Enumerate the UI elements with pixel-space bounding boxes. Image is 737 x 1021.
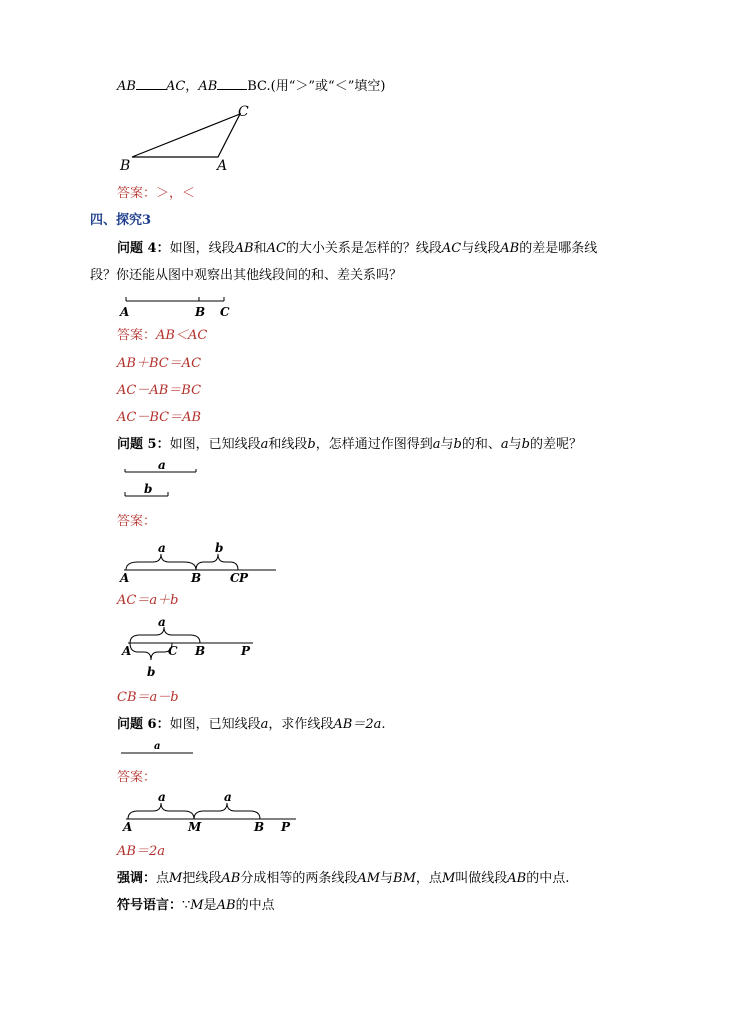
label-C: C [230, 571, 240, 585]
section-title: 四、探究3 [90, 213, 152, 228]
label-B: B [195, 644, 206, 658]
q3-fill-line: AB AC，AB BC.(用“＞”或“＜”填空) [117, 79, 386, 94]
brace-a [126, 554, 196, 570]
label-C: C [168, 644, 178, 658]
label-B: B [191, 571, 202, 585]
label-P: P [241, 644, 251, 658]
label-A: A [122, 644, 132, 658]
q6-given-segment [118, 740, 208, 760]
q4-line2: 段？你还能从图中观察出其他线段间的和、差关系吗？ [90, 268, 403, 283]
seg-bc: BC [247, 79, 267, 94]
blank [136, 77, 166, 90]
q6-answer-label: 答案： [117, 770, 157, 785]
brace-a [130, 627, 200, 643]
label-M: M [188, 820, 202, 834]
label-P: P [281, 820, 291, 834]
answer-value: ＞，＜ [156, 186, 196, 201]
q5-sum-result: AC＝a＋b [117, 593, 179, 608]
label-B: B [254, 820, 265, 834]
label-A: A [123, 820, 133, 834]
triangle-shape [132, 114, 240, 157]
emphasis-line: 强调：点M把线段AB分成相等的两条线段AM与BM，点M叫做线段AB的中点. [117, 871, 570, 886]
symbol-line: 符号语言：∵M是AB的中点 [117, 898, 275, 913]
q4-answer-3: AC－AB＝BC [117, 383, 202, 398]
q4-answer-4: AC－BC＝AB [117, 410, 202, 425]
brace-b [196, 554, 238, 570]
blank [217, 77, 247, 90]
q5-sum-figure [118, 540, 288, 585]
q4-line1: 问题 4：如图，线段AB和AC的大小关系是怎样的？线段AC与线段AB的差是哪条线 [117, 241, 598, 256]
brace-b [130, 643, 172, 660]
q5-diff-result: CB＝a－b [117, 690, 179, 705]
answer-label: 答案： [117, 186, 157, 201]
label-a: a [154, 741, 161, 752]
label-a: A [120, 305, 130, 319]
q6-construction-figure [118, 790, 308, 835]
label-A: A [120, 571, 130, 585]
brace-a1 [128, 803, 194, 819]
label-b: b [147, 665, 156, 679]
label-b: b [144, 482, 153, 496]
label-a: a [158, 541, 166, 555]
label-P: P [239, 571, 249, 585]
label-b: B [195, 305, 206, 319]
label-a: a [158, 458, 166, 472]
q3-answer [117, 186, 195, 202]
q4-label: 问题 4： [117, 241, 170, 256]
q4-answer-1: 答案：AB＜AC [117, 328, 208, 343]
brace-a2 [194, 803, 260, 819]
label-c: C [220, 305, 230, 319]
label-a: A [217, 158, 228, 174]
label-a1: a [158, 790, 166, 804]
q5-given-segments [118, 457, 208, 502]
q5-line: 问题 5：如图，已知线段a和线段b，怎样通过作图得到a与b的和、a与b的差呢？ [117, 437, 582, 452]
label-a2: a [224, 790, 232, 804]
seg-ab: AB [198, 79, 218, 94]
q5-answer-label: 答案： [117, 514, 157, 529]
label-b: B [120, 158, 131, 174]
label-c: C [238, 104, 249, 120]
instruction: .(用“＞”或“＜”填空) [266, 79, 386, 94]
label-b: b [215, 541, 224, 555]
q6-result: AB＝2a [117, 844, 165, 859]
q5-diff-figure [118, 615, 288, 680]
q4-segment-figure [118, 292, 238, 322]
q4-answer-2: AB＋BC＝AC [117, 356, 202, 371]
seg-ab: AB [117, 79, 136, 94]
triangle-figure [118, 102, 278, 172]
seg-ac: AC [165, 79, 186, 94]
q6-line: 问题 6：如图，已知线段a，求作线段AB＝2a. [117, 717, 386, 732]
label-a: a [158, 615, 166, 629]
